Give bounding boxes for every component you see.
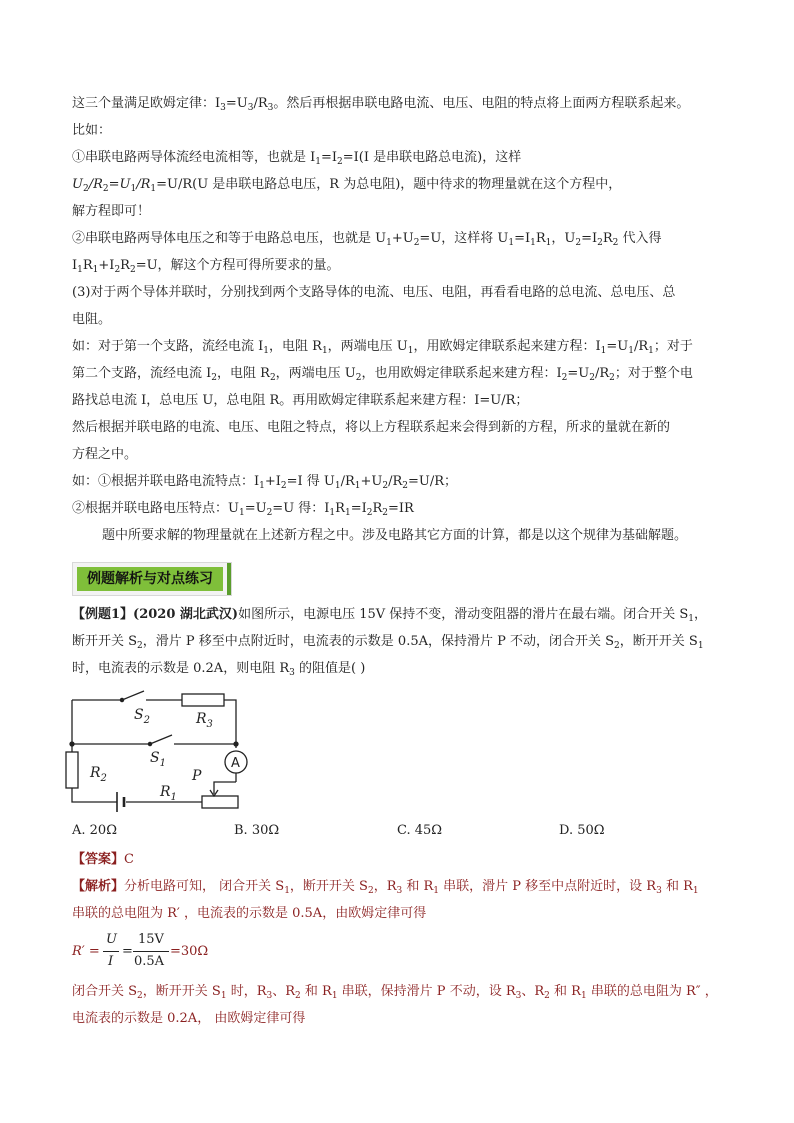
paragraph-series-current: ①串联电路两导体流经电流相等，也就是 $I_1=I_2=I(I$ 是串联电路总电流)，这样	[72, 150, 522, 167]
label-s2-sub: 2	[143, 715, 150, 726]
rheostat-r1	[202, 796, 238, 808]
label-r1: R	[160, 784, 171, 800]
label-p: P	[192, 768, 202, 784]
paragraph-branch-one: 如：对于第一个支路，流经电流 $I_1$，电阻 $R_1$，两端电压 $U_1$，用欧姆定律联系起来建方程：$I_1=U_1/R_1$；对于	[72, 339, 693, 356]
section-heading	[72, 562, 232, 596]
label-ammeter: A	[231, 756, 240, 771]
resistor-r2	[66, 752, 78, 788]
analysis-line3: 闭合开关 $S_2$，断开开关 $S_1$ 时，$R_3$、$R_2$ 和 $R_1$ 串联，保持滑片 P 不动，设 $R_3$、$R_2$ 和 $R_1$ 串联的总电阻为 R″ ，	[72, 984, 718, 1001]
junction-right	[234, 742, 238, 746]
paragraph-solve: 解方程即可！	[72, 204, 151, 219]
analysis-line2: 串联的总电阻为 R′ ，电流表的示数是 0.5A，由欧姆定律可得	[72, 906, 427, 921]
answer-line: 【答案】C	[72, 852, 134, 867]
label-s1: S	[150, 750, 160, 766]
section-title: 例题解析与对点练习	[77, 567, 223, 591]
paragraph-series-voltage-eq: $I_1R_1+I_2R_2=U$，解这个方程可得所要求的量。	[72, 258, 340, 275]
equation-numerator-u: U	[106, 932, 117, 947]
equation-denominator-05a: 0.5A	[134, 954, 165, 969]
paragraph-example-intro: 比如：	[72, 123, 112, 138]
label-r3: R	[196, 711, 207, 727]
equation-rhs: =30Ω	[170, 944, 209, 959]
paragraph-conclusion: 题中所要求解的物理量就在上述新方程之中。涉及电路其它方面的计算，都是以这个规律为基础解题。	[102, 528, 688, 543]
analysis-line4: 电流表的示数是 0.2A， 由欧姆定律可得	[72, 1011, 306, 1026]
paragraph-parallel-intro-cont: 电阻。	[72, 312, 112, 327]
equation-fraction-bar-2	[133, 951, 169, 952]
paragraph-parallel-current: 如：①根据并联电路电流特点：$I_1+I_2=I$ 得 $U_1/R_1+U_2/R_2=U/R$；	[72, 474, 458, 491]
label-r1-sub: 1	[170, 792, 177, 803]
section-tab-decoration	[227, 563, 231, 595]
switch-s1-pivot	[148, 742, 151, 745]
label-s1-sub: 1	[159, 758, 166, 769]
label-r2: R	[90, 765, 101, 781]
label-s2: S	[134, 707, 144, 723]
paragraph-ohm-law: 这三个量满足欧姆定律：$I_3=U_3/R_3$。然后再根据串联电路电流、电压、电阻的特点将上面两方程联系起来。	[72, 96, 690, 113]
paragraph-parallel-intro: (3)对于两个导体并联时，分别找到两个支路导体的电流、电压、电阻，再看看电路的总电流、总电压、总	[72, 285, 676, 300]
example-question-line3: 时，电流表的示数是 0.2A，则电阻 $R_3$ 的阻值是( )	[72, 661, 366, 678]
wire-bottom-left	[72, 788, 117, 802]
label-r2-sub: 2	[100, 773, 107, 784]
svg-text:R2	[89, 765, 107, 784]
resistor-r3	[182, 694, 224, 706]
paragraph-parallel-combine-cont: 方程之中。	[72, 447, 138, 462]
svg-text:S1	[150, 750, 166, 769]
choice-d[interactable]: D. 50Ω	[559, 823, 605, 838]
svg-text:S2	[134, 707, 150, 726]
switch-s2-pivot	[120, 698, 123, 701]
equation-numerator-15v: 15V	[138, 932, 164, 947]
example-question-line2: 断开开关 $S_2$，滑片 P 移至中点附近时，电流表的示数是 0.5A，保持滑片 P 不动，闭合开关 $S_2$，断开开关 $S_1$	[72, 634, 704, 651]
circuit-diagram	[62, 686, 252, 816]
choice-a[interactable]: A. 20Ω	[72, 823, 117, 838]
paragraph-whole-circuit: 路找总电流 I，总电压 U，总电阻 R。再用欧姆定律联系起来建方程：I=U/R；	[72, 393, 529, 408]
wire-top-right	[224, 700, 236, 748]
switch-s1	[150, 735, 172, 744]
example-question-line1: 【例题1】(2020 湖北武汉)如图所示，电源电压 15V 保持不变，滑动变阻器的滑片在最右端。闭合开关 $S_1$，	[72, 607, 708, 624]
analysis-line1: 【解析】分析电路可知， 闭合开关 $S_1$，断开开关 $S_2$，$R_3$ 和 $R_1$ 串联，滑片 P 移至中点附近时，设 $R_3$ 和 $R_1$	[72, 879, 699, 896]
label-r3-sub: 3	[206, 719, 213, 730]
paragraph-series-voltage: ②串联电路两导体电压之和等于电路总电压，也就是 $U_1+U_2=U$，这样将 $U_1=I_1R_1$，$U_2=I_2R_2$ 代入得	[72, 231, 662, 248]
paragraph-parallel-voltage: ②根据并联电路电压特点：$U_1=U_2=U$ 得：$I_1R_1=I_2R_2=IR$	[72, 501, 414, 518]
equation-lhs: R′ =	[72, 944, 100, 959]
paragraph-series-equation: $U_2/R_2=U_1/R_1=U/R(U$ 是串联电路总电压，R 为总电阻)，题中待求的物理量就在这个方程中，	[72, 177, 622, 194]
equation-denominator-i: I	[108, 954, 114, 969]
equation-fraction-bar-1	[103, 951, 119, 952]
switch-s2	[122, 691, 144, 700]
equation-equals: =	[122, 944, 133, 959]
svg-text:R1	[159, 784, 177, 803]
svg-text:R3	[195, 711, 213, 730]
paragraph-branch-two: 第二个支路，流经电流 $I_2$，电阻 $R_2$，两端电压 $U_2$，也用欧姆定律联系起来建方程：$I_2=U_2/R_2$；对于整个电	[72, 366, 693, 383]
choice-c[interactable]: C. 45Ω	[397, 823, 443, 838]
paragraph-parallel-combine: 然后根据并联电路的电流、电压、电阻之特点，将以上方程联系起来会得到新的方程，所求的量就在新的	[72, 420, 671, 435]
choice-b[interactable]: B. 30Ω	[234, 823, 280, 838]
